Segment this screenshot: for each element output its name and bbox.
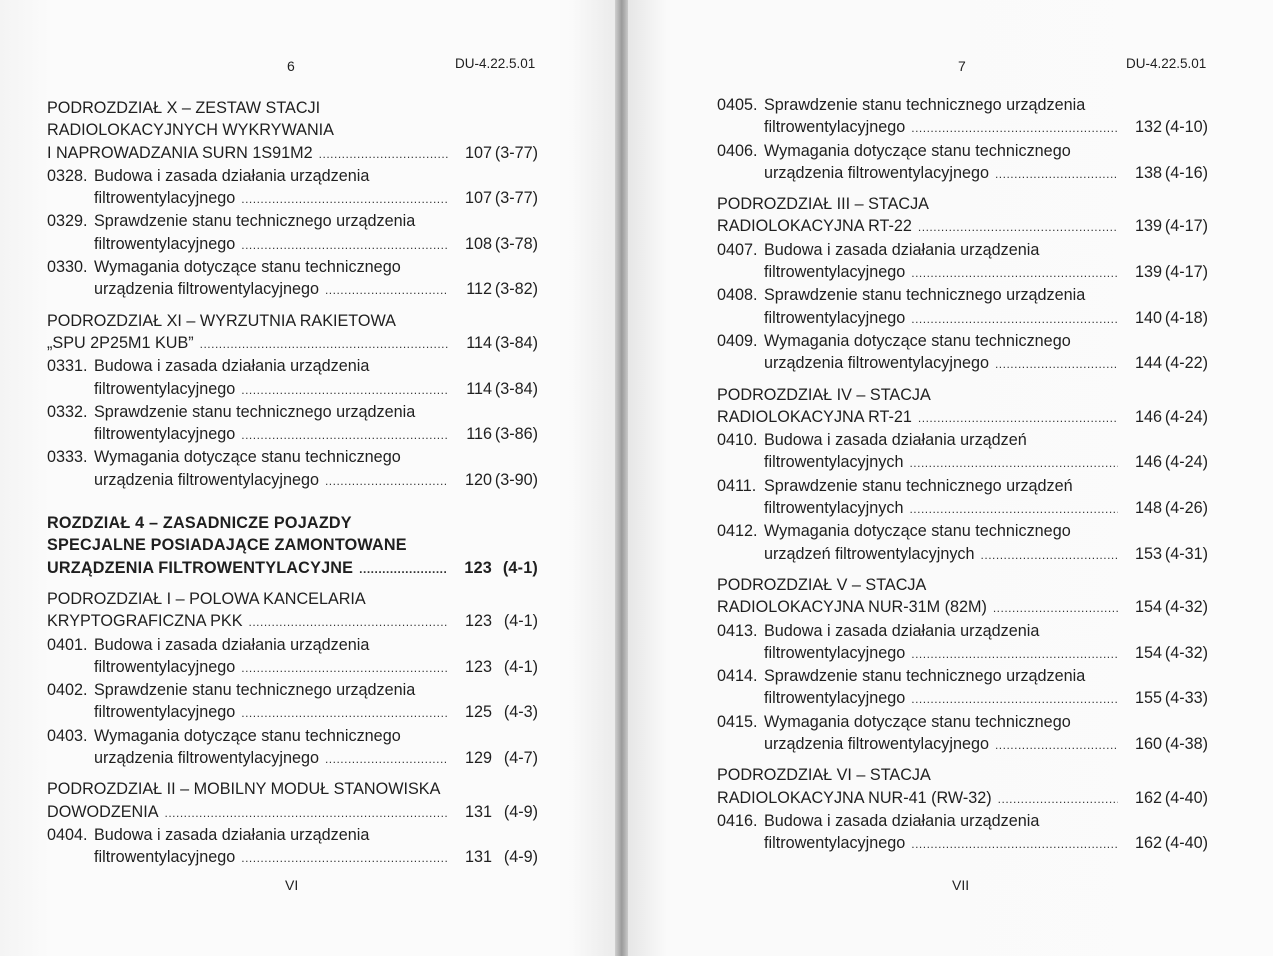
heading-line: SPECJALNE POSIADAJĄCE ZAMONTOWANE — [47, 536, 407, 555]
leader-dots — [241, 188, 448, 210]
section-title — [47, 824, 538, 846]
entry-page-number: 131 — [464, 802, 492, 821]
heading-line: PODROZDZIAŁ IV – STACJA — [717, 385, 931, 404]
entry-page-number: 154 — [1134, 643, 1162, 662]
entry-title-text: filtrowentylacyjnego — [764, 689, 906, 708]
section-number: 0332. — [47, 402, 88, 421]
section-title — [717, 140, 1208, 162]
section-title — [717, 429, 1208, 451]
heading-line: PODROZDZIAŁ III – STACJA — [717, 195, 929, 214]
entry-page-reference: (4-9) — [503, 802, 538, 821]
entry-page-reference: (4-1) — [503, 657, 538, 676]
entry-title-text: RADIOLOKACYJNA RT-22 — [717, 217, 912, 236]
entry-title-text: filtrowentylacyjnego — [764, 643, 906, 662]
entry-title-text: filtrowentylacyjnych — [764, 499, 904, 518]
section-number: 0330. — [47, 258, 88, 277]
section-number: 0403. — [47, 726, 88, 745]
entry-title-text: filtrowentylacyjnego — [94, 657, 236, 676]
entry-title-text: urządzenia filtrowentylacyjnego — [764, 735, 989, 754]
heading-line: PODROZDZIAŁ VI – STACJA — [717, 766, 931, 785]
toc-section-entry — [717, 665, 1208, 711]
section-continuation — [717, 687, 1208, 710]
entry-title-text: „SPU 2P25M1 KUB” — [47, 333, 194, 352]
entry-title-text: filtrowentylacyjnego — [94, 189, 236, 208]
leader-dots — [241, 847, 448, 869]
leader-dots — [909, 452, 1118, 474]
entry-page-number: 116 — [466, 425, 492, 444]
entry-title-text: urządzenia filtrowentylacyjnego — [764, 163, 989, 182]
leader-dots — [325, 279, 448, 301]
section-title — [717, 520, 1208, 542]
section-number: 0414. — [717, 667, 758, 686]
entry-title-text: filtrowentylacyjnego — [94, 848, 236, 867]
section-title-text: Budowa i zasada działania urządzenia — [94, 166, 370, 185]
section-continuation — [47, 701, 538, 724]
entry-title-text: urządzenia filtrowentylacyjnego — [94, 749, 319, 768]
toc-subchapter-entry — [717, 764, 1208, 810]
section-title — [717, 711, 1208, 733]
entry-title-text: filtrowentylacyjnego — [764, 118, 906, 137]
toc-entry-line — [94, 423, 538, 446]
section-continuation — [717, 642, 1208, 665]
entry-title-text: urządzeń filtrowentylacyjnych — [764, 544, 975, 563]
section-title-text: Wymagania dotyczące stanu technicznego — [764, 522, 1071, 541]
entry-page-number: 155 — [1134, 689, 1162, 708]
section-number: 0329. — [47, 212, 88, 231]
section-title — [717, 810, 1208, 832]
section-number: 0333. — [47, 448, 88, 467]
leader-dots — [995, 734, 1118, 756]
page-number: 7 — [958, 58, 966, 74]
page-number: 6 — [287, 58, 295, 74]
section-continuation — [717, 733, 1208, 756]
entry-page-reference: (4-32) — [1164, 643, 1208, 662]
leader-dots — [241, 379, 448, 401]
toc-entry-line — [764, 352, 1208, 375]
entry-page-reference: (4-33) — [1164, 689, 1208, 708]
section-number: 0415. — [717, 712, 758, 731]
entry-title-text: filtrowentylacyjnych — [764, 453, 904, 472]
entry-title-text: URZĄDZENIA FILTROWENTYLACYJNE — [47, 558, 354, 577]
section-number: 0405. — [717, 96, 758, 114]
entry-page-number: 144 — [1134, 354, 1162, 373]
section-title — [717, 94, 1208, 116]
section-continuation — [717, 451, 1208, 474]
section-continuation — [717, 352, 1208, 375]
entry-page-reference: (4-24) — [1164, 453, 1208, 472]
entry-page-reference: (4-40) — [1164, 788, 1208, 807]
toc-section-entry — [717, 711, 1208, 757]
leader-dots — [995, 353, 1118, 375]
section-title-text: Wymagania dotyczące stanu technicznego — [764, 331, 1071, 350]
section-title-text: Wymagania dotyczące stanu technicznego — [94, 258, 401, 277]
section-continuation — [47, 233, 538, 256]
leader-dots — [918, 407, 1118, 429]
entry-title-text: urządzenia filtrowentylacyjnego — [94, 470, 319, 489]
entry-page-reference: (3-77) — [494, 143, 538, 162]
section-title-text: Sprawdzenie stanu technicznego urządzenia — [94, 681, 416, 700]
toc-subchapter-entry — [717, 574, 1208, 620]
entry-title-text: I NAPROWADZANIA SURN 1S91M2 — [47, 143, 313, 162]
leader-dots — [993, 597, 1118, 619]
toc-section-entry — [47, 824, 538, 870]
section-number: 0408. — [717, 286, 758, 305]
section-title — [47, 210, 538, 232]
entry-title-text: filtrowentylacyjnego — [94, 703, 236, 722]
toc-entry-line — [764, 116, 1208, 139]
entry-page-number: 114 — [466, 379, 492, 398]
entry-page-reference: (4-26) — [1164, 499, 1208, 518]
entry-title-text: filtrowentylacyjnego — [764, 308, 906, 327]
section-number: 0409. — [717, 331, 758, 350]
entry-page-reference: (3-84) — [494, 379, 538, 398]
entry-page-reference: (4-31) — [1164, 544, 1208, 563]
entry-title-text: filtrowentylacyjnego — [764, 263, 906, 282]
section-number: 0406. — [717, 141, 758, 160]
heading-line: PODROZDZIAŁ X – ZESTAW STACJI — [47, 99, 321, 117]
section-continuation — [47, 469, 538, 492]
toc-entry-line — [47, 142, 538, 165]
section-number: 0412. — [717, 522, 758, 541]
leader-dots — [200, 333, 448, 355]
entry-title-text: RADIOLOKACYJNA RT-21 — [717, 407, 912, 426]
section-title-text: Budowa i zasada działania urządzenia — [94, 357, 370, 376]
entry-page-reference: (4-7) — [503, 749, 538, 768]
heading-line: PODROZDZIAŁ V – STACJA — [717, 575, 927, 594]
section-number: 0331. — [47, 357, 88, 376]
section-number: 0411. — [717, 476, 757, 495]
toc-entry-line — [764, 543, 1208, 566]
toc-entry-line — [764, 687, 1208, 710]
toc-entry-line — [94, 378, 538, 401]
section-title — [717, 665, 1208, 687]
toc-entry-line — [717, 596, 1208, 619]
entry-page-number: 146 — [1134, 453, 1162, 472]
section-number: 0404. — [47, 825, 88, 844]
toc-entry-line — [764, 162, 1208, 185]
entry-page-reference: (4-18) — [1164, 308, 1208, 327]
roman-page-number: VI — [285, 877, 299, 893]
entry-title-text: urządzenia filtrowentylacyjnego — [94, 280, 319, 299]
section-title-text: Budowa i zasada działania urządzeń — [764, 431, 1027, 450]
heading-line: PODROZDZIAŁ XI – WYRZUTNIA RAKIETOWA — [47, 311, 396, 330]
section-continuation — [47, 423, 538, 446]
entry-page-reference: (4-22) — [1164, 354, 1208, 373]
toc-section-entry — [717, 620, 1208, 666]
leader-dots — [325, 470, 448, 492]
entry-page-number: 125 — [464, 703, 492, 722]
entry-page-number: 114 — [466, 333, 492, 352]
leader-dots — [911, 688, 1118, 710]
leader-dots — [241, 702, 448, 724]
section-title — [47, 355, 538, 377]
section-title-text: Sprawdzenie stanu technicznego urządzenia — [764, 667, 1086, 686]
section-continuation — [717, 261, 1208, 284]
section-number: 0401. — [47, 635, 88, 654]
document-code: DU-4.22.5.01 — [1126, 56, 1207, 71]
toc-entry-line — [764, 832, 1208, 855]
entry-title-text: RADIOLOKACYJNA NUR-41 (RW-32) — [717, 788, 992, 807]
toc-subchapter-entry — [47, 588, 538, 634]
entry-page-reference: (4-17) — [1164, 263, 1208, 282]
toc-section-entry — [717, 475, 1208, 521]
entry-title-text: KRYPTOGRAFICZNA PKK — [47, 612, 243, 631]
entry-page-number: 154 — [1134, 598, 1162, 617]
section-title-text: Wymagania dotyczące stanu technicznego — [764, 712, 1071, 731]
section-title — [47, 634, 538, 656]
entry-page-number: 160 — [1134, 735, 1162, 754]
toc-section-entry — [47, 634, 538, 680]
table-of-contents — [717, 94, 1208, 856]
entry-page-reference: (4-1) — [502, 558, 538, 577]
section-number: 0407. — [717, 240, 758, 259]
toc-section-entry — [47, 446, 538, 492]
entry-page-number: 138 — [1134, 163, 1162, 182]
toc-section-entry — [717, 284, 1208, 330]
section-title-text: Budowa i zasada działania urządzenia — [764, 811, 1040, 830]
toc-entry-line — [47, 610, 538, 633]
leader-dots — [995, 163, 1118, 185]
entry-title-text: filtrowentylacyjnego — [764, 834, 906, 853]
entry-title-text: filtrowentylacyjnego — [94, 234, 236, 253]
entry-page-number: 112 — [466, 280, 492, 299]
document-code: DU-4.22.5.01 — [455, 56, 536, 71]
toc-entry-line — [47, 801, 538, 824]
entry-page-number: 153 — [1134, 544, 1162, 563]
leader-dots — [911, 262, 1118, 284]
entry-page-reference: (4-1) — [503, 612, 538, 631]
section-title — [47, 256, 538, 278]
entry-page-reference: (3-78) — [494, 234, 538, 253]
section-continuation — [47, 278, 538, 301]
entry-title-text: urządzenia filtrowentylacyjnego — [764, 354, 989, 373]
toc-chapter-entry — [47, 512, 538, 580]
toc-section-entry — [47, 679, 538, 725]
leader-dots — [909, 498, 1118, 520]
entry-page-number: 108 — [464, 234, 492, 253]
toc-subchapter-entry — [717, 384, 1208, 430]
section-title-text: Sprawdzenie stanu technicznego urządzenia — [764, 286, 1086, 305]
entry-title-text: DOWODZENIA — [47, 802, 159, 821]
entry-page-reference: (4-3) — [503, 703, 538, 722]
leader-dots — [911, 117, 1118, 139]
entry-page-reference: (3-84) — [494, 333, 538, 352]
entry-page-reference: (3-86) — [494, 425, 538, 444]
toc-section-entry — [47, 401, 538, 447]
toc-section-entry — [717, 94, 1208, 140]
leader-dots — [911, 308, 1118, 330]
section-title — [717, 620, 1208, 642]
toc-entry-line — [94, 701, 538, 724]
leader-dots — [325, 748, 448, 770]
entry-page-reference: (3-90) — [494, 470, 538, 489]
section-title-text: Budowa i zasada działania urządzenia — [94, 635, 370, 654]
entry-page-number: 132 — [1134, 118, 1162, 137]
section-continuation — [717, 116, 1208, 139]
toc-section-entry — [717, 520, 1208, 566]
section-continuation — [717, 832, 1208, 855]
section-continuation — [717, 162, 1208, 185]
section-title — [47, 401, 538, 423]
entry-page-reference: (4-32) — [1164, 598, 1208, 617]
section-title — [717, 239, 1208, 261]
entry-page-number: 139 — [1134, 263, 1162, 282]
toc-entry-line — [94, 469, 538, 492]
leader-dots — [998, 788, 1118, 810]
toc-entry-line — [764, 642, 1208, 665]
section-continuation — [47, 187, 538, 210]
entry-page-reference: (3-77) — [494, 189, 538, 208]
section-continuation — [47, 656, 538, 679]
section-continuation — [47, 378, 538, 401]
section-title — [47, 679, 538, 701]
toc-entry-line — [717, 215, 1208, 238]
entry-page-number: 120 — [464, 470, 492, 489]
leader-dots — [918, 216, 1118, 238]
roman-page-number: VII — [952, 877, 970, 893]
entry-title-text: filtrowentylacyjnego — [94, 425, 236, 444]
entry-page-number: 123 — [464, 612, 492, 631]
section-title-text: Budowa i zasada działania urządzenia — [764, 240, 1040, 259]
section-continuation — [47, 747, 538, 770]
toc-subchapter-entry — [717, 193, 1208, 239]
toc-entry-line — [94, 846, 538, 869]
section-title-text: Sprawdzenie stanu technicznego urządzenia — [94, 212, 416, 231]
toc-entry-line — [94, 278, 538, 301]
toc-entry-line — [764, 451, 1208, 474]
section-title — [47, 446, 538, 468]
entry-page-number: 123 — [464, 657, 492, 676]
leader-dots — [319, 143, 448, 165]
toc-entry-line — [94, 233, 538, 256]
leader-dots — [241, 657, 448, 679]
section-title-text: Budowa i zasada działania urządzenia — [94, 825, 370, 844]
toc-entry-line — [764, 497, 1208, 520]
toc-entry-line — [717, 787, 1208, 810]
toc-entry-line — [764, 261, 1208, 284]
section-continuation — [717, 543, 1208, 566]
table-of-contents — [47, 97, 538, 870]
entry-page-number: 162 — [1134, 834, 1162, 853]
entry-page-number: 139 — [1134, 217, 1162, 236]
section-title-text: Wymagania dotyczące stanu technicznego — [94, 726, 401, 745]
right-page — [628, 0, 1273, 956]
entry-page-reference: (4-38) — [1164, 735, 1208, 754]
leader-dots — [165, 802, 448, 824]
entry-page-reference: (4-10) — [1164, 118, 1208, 137]
section-number: 0416. — [717, 811, 758, 830]
toc-section-entry — [47, 355, 538, 401]
entry-page-number: 123 — [464, 558, 492, 577]
toc-entry-line — [47, 557, 538, 580]
toc-section-entry — [717, 330, 1208, 376]
toc-section-entry — [47, 725, 538, 771]
entry-page-number: 148 — [1134, 499, 1162, 518]
toc-entry-line — [764, 733, 1208, 756]
leader-dots — [911, 833, 1118, 855]
entry-page-reference: (4-40) — [1164, 834, 1208, 853]
section-number: 0402. — [47, 681, 88, 700]
heading-line: ROZDZIAŁ 4 – ZASADNICZE POJAZDY — [47, 514, 352, 533]
left-page — [0, 0, 618, 956]
entry-page-reference: (4-16) — [1164, 163, 1208, 182]
entry-page-number: 107 — [464, 143, 492, 162]
leader-dots — [249, 611, 449, 633]
section-title-text: Wymagania dotyczące stanu technicznego — [764, 141, 1071, 160]
toc-entry-line — [94, 187, 538, 210]
heading-line: PODROZDZIAŁ I – POLOWA KANCELARIA — [47, 589, 366, 608]
section-title — [717, 284, 1208, 306]
leader-dots — [241, 424, 448, 446]
toc-entry-line — [764, 307, 1208, 330]
toc-subchapter-entry — [47, 778, 538, 824]
leader-dots — [241, 234, 448, 256]
section-number: 0413. — [717, 621, 758, 640]
heading-line: PODROZDZIAŁ II – MOBILNY MODUŁ STANOWISKA — [47, 780, 441, 799]
section-title-text: Sprawdzenie stanu technicznego urządzenia — [764, 96, 1086, 114]
section-number: 0410. — [717, 431, 758, 450]
section-title-text: Sprawdzenie stanu technicznego urządzeń — [764, 476, 1073, 495]
toc-section-entry — [47, 165, 538, 211]
toc-section-entry — [47, 210, 538, 256]
entry-page-number: 140 — [1134, 308, 1162, 327]
toc-section-entry — [717, 239, 1208, 285]
section-continuation — [47, 846, 538, 869]
toc-section-entry — [717, 429, 1208, 475]
toc-section-entry — [717, 810, 1208, 856]
heading-line: RADIOLOKACYJNYCH WYKRYWANIA — [47, 121, 334, 140]
entry-page-number: 146 — [1134, 407, 1162, 426]
entry-page-number: 129 — [464, 749, 492, 768]
entry-page-reference: (4-24) — [1164, 407, 1208, 426]
entry-title-text: RADIOLOKACYJNA NUR-31M (82M) — [717, 598, 987, 617]
section-title-text: Sprawdzenie stanu technicznego urządzenia — [94, 402, 416, 421]
section-continuation — [717, 307, 1208, 330]
toc-section-entry — [47, 256, 538, 302]
section-title — [717, 475, 1208, 497]
entry-title-text: filtrowentylacyjnego — [94, 379, 236, 398]
entry-page-reference: (4-9) — [503, 848, 538, 867]
entry-page-reference: (3-82) — [494, 280, 538, 299]
toc-entry-line — [717, 406, 1208, 429]
toc-subchapter-entry — [47, 310, 538, 356]
section-title — [717, 330, 1208, 352]
section-title — [47, 165, 538, 187]
toc-entry-line — [94, 656, 538, 679]
section-continuation — [717, 497, 1208, 520]
section-title-text: Budowa i zasada działania urządzenia — [764, 621, 1040, 640]
toc-subchapter-entry — [47, 97, 538, 165]
entry-page-number: 107 — [464, 189, 492, 208]
leader-dots — [911, 643, 1118, 665]
toc-entry-line — [47, 332, 538, 355]
entry-page-number: 162 — [1134, 788, 1162, 807]
section-number: 0328. — [47, 166, 88, 185]
leader-dots — [981, 544, 1118, 566]
entry-page-number: 131 — [464, 848, 492, 867]
toc-entry-line — [94, 747, 538, 770]
leader-dots — [359, 558, 448, 580]
toc-section-entry — [717, 140, 1208, 186]
entry-page-reference: (4-17) — [1164, 217, 1208, 236]
section-title — [47, 725, 538, 747]
section-title-text: Wymagania dotyczące stanu technicznego — [94, 448, 401, 467]
